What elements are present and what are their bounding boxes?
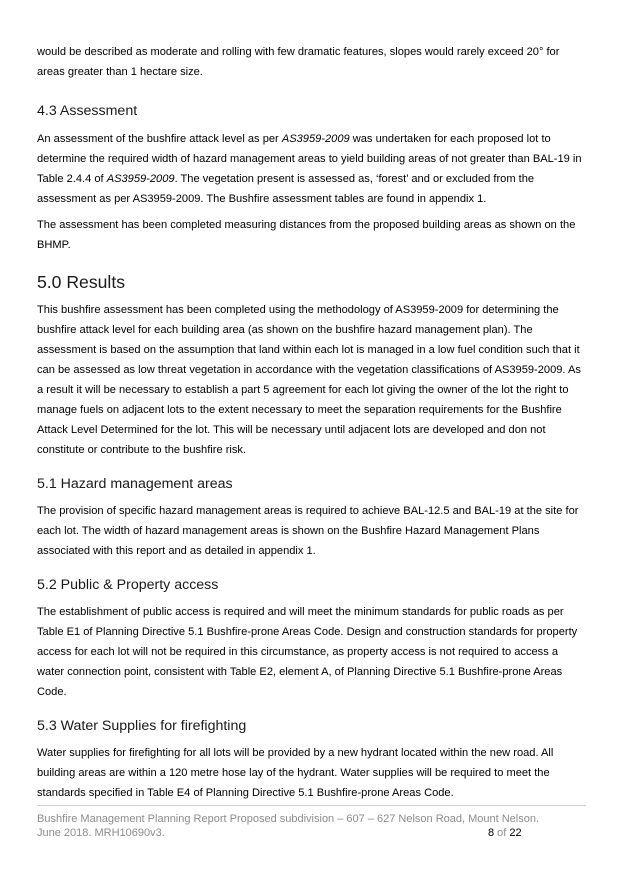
section-heading-hazard-management: 5.1 Hazard management areas xyxy=(37,476,233,492)
assessment-paragraph-2: The assessment has been completed measuring distances from the proposed building areas as shown on the BHMP. xyxy=(37,219,576,251)
page-of-text: of xyxy=(494,827,510,839)
footer-date-ref: June 2018. MRH10690v3. xyxy=(37,827,165,839)
page-footer xyxy=(37,805,586,840)
results-paragraph: This bushfire assessment has been completed using the methodology of AS3959-2009 for determining the bushfire attack level for each building area (as shown on the bushfire hazard management plan). The assessment is based on the assumption that land within each lot is managed in a low fuel condition such that it can be assessed as low threat vegetation in accordance with the vegetation classifications of AS3959-2009. As a result it will be necessary to establish a part 5 agreement for each lot giving the owner of the lot the right to manage fuels on adjacent lots to the extent necessary to meet the separation requirements for the Bushfire Attack Level Determined for the lot. This will be necessary until adjacent lots are developed and don not constitute or contribute to the bushfire risk. xyxy=(37,304,581,456)
standard-reference: AS3959-2009 xyxy=(281,133,350,145)
footer-row-2 xyxy=(37,826,586,840)
assessment-paragraph-1 xyxy=(37,129,585,209)
section-heading-water-supplies: 5.3 Water Supplies for firefighting xyxy=(37,718,247,734)
document-page xyxy=(37,42,585,803)
section-heading-results: 5.0 Results xyxy=(37,272,126,292)
water-supplies-paragraph: Water supplies for firefighting for all lots will be provided by a new hydrant located within the new road. All building areas are within a 120 metre hose lay of the hydrant. Water supplies will be required to meet the standards specified in Table E4 of Planning Directive 5.1 Bushfire-prone Areas Code. xyxy=(37,747,554,799)
intro-paragraph: would be described as moderate and rolling with few dramatic features, slopes would rarely exceed 20° for areas greater than 1 hectare size. xyxy=(37,46,560,78)
assessment-text-a: An assessment of the bushfire attack level as per xyxy=(37,133,282,145)
assessment-text-b: was undertaken for each proposed lot to determine the required width of hazard management areas to yield building areas of not greater than BAL-19 in Table 2.4.4 of xyxy=(37,133,582,185)
public-property-access-paragraph: The establishment of public access is required and will meet the minimum standards for public roads as per Table E1 of Planning Directive 5.1 Bushfire-prone Areas Code. Design and construction standards for property access for each lot will not be required in this circumstance, as property access is not required to access a water connection point, consistent with Table E2, element A, of Planning Directive 5.1 Bushfire-prone Areas Code. xyxy=(37,606,578,698)
footer-report-title: Bushfire Management Planning Report Proposed subdivision – 607 – 627 Nelson Road, Mount Nelson. xyxy=(37,813,540,825)
section-heading-assessment: 4.3 Assessment xyxy=(37,103,138,119)
page-total: 22 xyxy=(509,827,522,839)
standard-reference-2: AS3959-2009 xyxy=(106,173,175,185)
page-number xyxy=(488,826,522,840)
hazard-management-paragraph: The provision of specific hazard management areas is required to achieve BAL-12.5 and BAL-19 at the site for each lot. The width of hazard management areas is shown on the Bushfire Hazard Management Plans associated with this report and as detailed in appendix 1. xyxy=(37,505,579,557)
assessment-text-c: . The vegetation present is assessed as, ‘forest’ and or excluded from the assessment as per AS3959-2009. The Bushfire assessment tables are found in appendix 1. xyxy=(37,173,535,205)
section-heading-public-property-access: 5.2 Public & Property access xyxy=(37,577,219,593)
page-current: 8 xyxy=(488,827,495,839)
